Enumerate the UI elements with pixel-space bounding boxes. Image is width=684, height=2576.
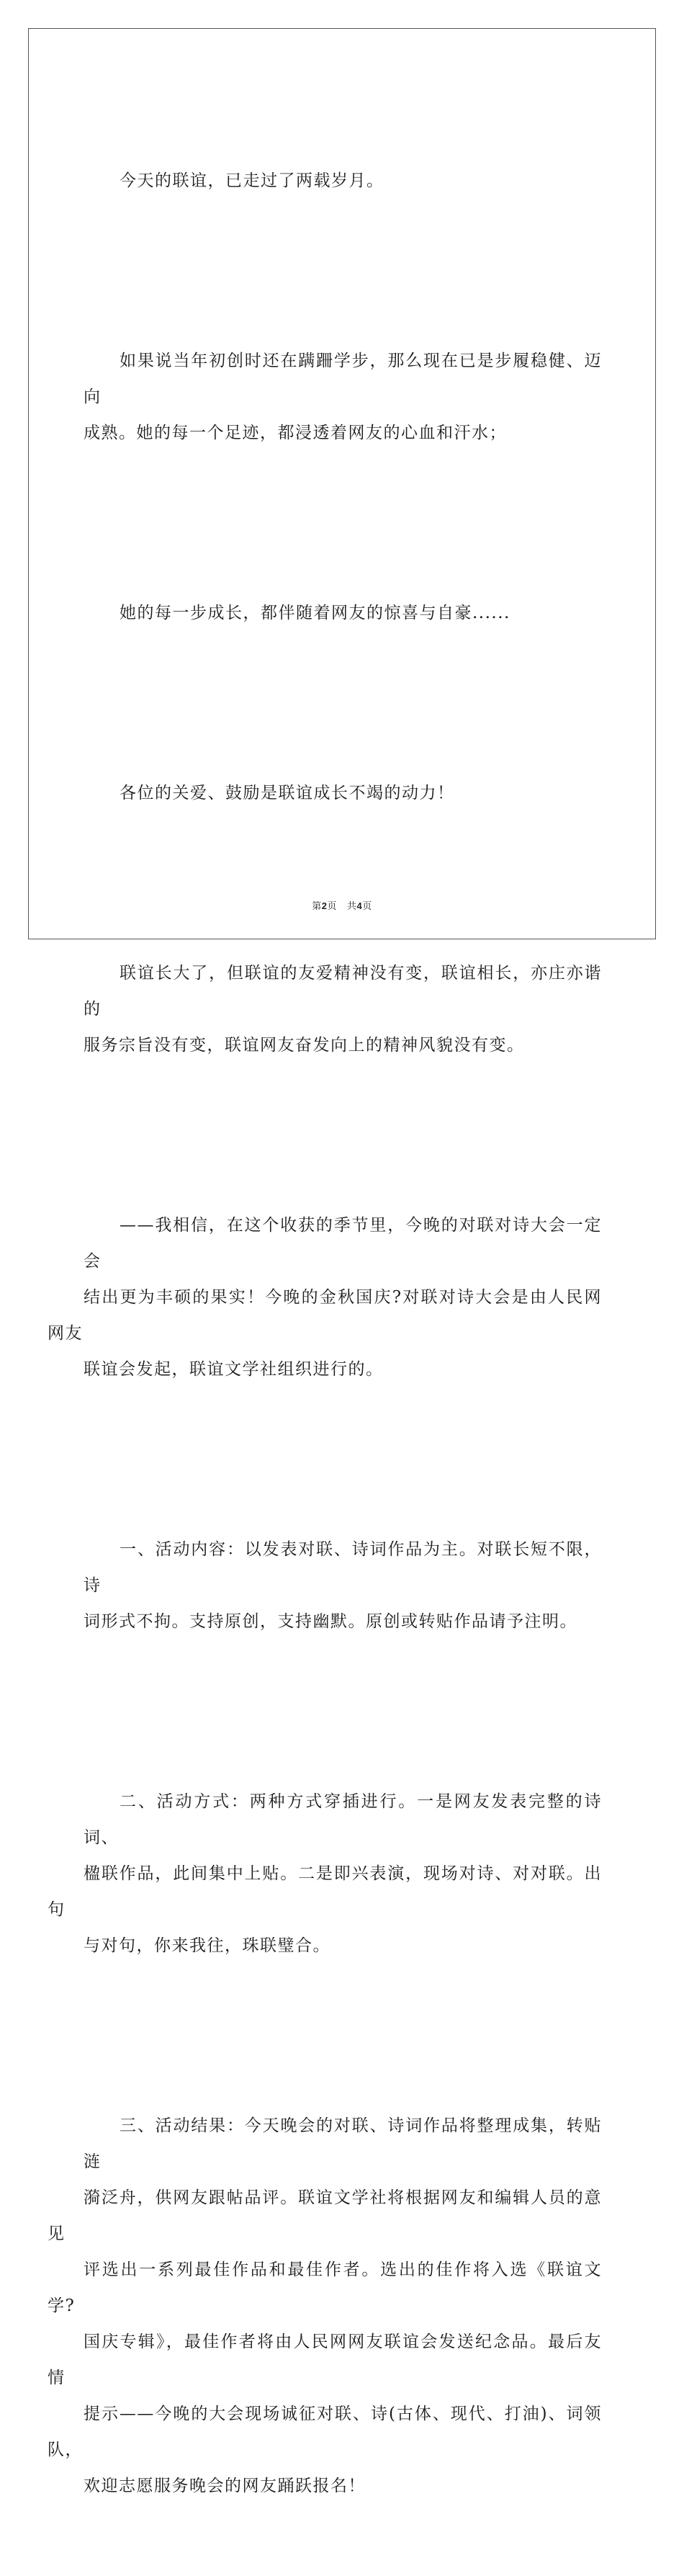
text-line: 三、活动结果：今天晚会的对联、诗词作品将整理成集，转贴涟 bbox=[84, 2116, 602, 2171]
text-line: 今天的联谊，已走过了两载岁月。 bbox=[120, 171, 384, 190]
page-number: 2 bbox=[321, 900, 328, 911]
text-line: 漪泛舟，供网友跟帖品评。联谊文学社将根据网友和编辑人员的意见 bbox=[48, 2188, 602, 2243]
text-line: 一、活动内容：以发表对联、诗词作品为主。对联长短不限，诗 bbox=[84, 1540, 602, 1595]
page-label-suffix: 页 bbox=[327, 901, 338, 912]
text-line: 她的每一步成长，都伴随着网友的惊喜与自豪...... bbox=[120, 604, 510, 622]
text-line: 联谊长大了，但联谊的友爱精神没有变，联谊相长，亦庄亦谐的 bbox=[84, 964, 602, 1019]
text-line: 二、活动方式：两种方式穿插进行。一是网友发表完整的诗词、 bbox=[84, 1792, 602, 1847]
page-footer bbox=[0, 898, 684, 912]
text-line: ——我相信，在这个收获的季节里，今晚的对联对诗大会一定会 bbox=[84, 1216, 602, 1271]
paragraph bbox=[48, 1135, 602, 1459]
paragraph bbox=[84, 91, 602, 271]
total-pages: 4 bbox=[356, 900, 363, 911]
text-line: 提示——今晚的大会现场诚征对联、诗(古体、现代、打油)、词领队， bbox=[48, 2405, 602, 2459]
paragraph bbox=[84, 1459, 602, 1712]
text-line: 联谊会发起，联谊文学社组织进行的。 bbox=[84, 1360, 384, 1379]
text-line: 欢迎志愿服务晚会的网友踊跃报名！ bbox=[84, 2477, 366, 2495]
document-body bbox=[48, 91, 602, 2576]
text-line: 国庆专辑》，最佳作者将由人民网网友联谊会发送纪念品。最后友情 bbox=[48, 2333, 602, 2387]
text-line: 评选出一系列最佳作品和最佳作者。选出的佳作将入选《联谊文学? bbox=[48, 2260, 602, 2315]
paragraph bbox=[84, 271, 602, 523]
text-line: 服务宗旨没有变，联谊网友奋发向上的精神风貌没有变。 bbox=[84, 1036, 525, 1055]
paragraph bbox=[48, 1712, 602, 2036]
total-label-suffix: 页 bbox=[362, 901, 372, 912]
paragraph bbox=[84, 883, 602, 1135]
text-line: 成熟。她的每一个足迹，都浸透着网友的心血和汗水； bbox=[84, 424, 507, 442]
text-line: 与对句，你来我往，珠联璧合。 bbox=[84, 1936, 330, 1955]
text-line: 楹联作品，此间集中上贴。二是即兴表演，现场对诗、对对联。出句 bbox=[48, 1864, 602, 1919]
text-line: 如果说当年初创时还在蹒跚学步，那么现在已是步履稳健、迈向 bbox=[84, 352, 602, 406]
text-line: 词形式不拘。支持原创，支持幽默。原创或转贴作品请予注明。 bbox=[84, 1612, 577, 1631]
paragraph bbox=[84, 703, 602, 883]
paragraph bbox=[84, 523, 602, 703]
text-line: 结出更为丰硕的果实！今晚的金秋国庆?对联对诗大会是由人民网网友 bbox=[48, 1288, 602, 1343]
total-label-prefix: 共 bbox=[346, 901, 357, 912]
page-label-prefix: 第 bbox=[312, 901, 322, 912]
text-line: 各位的关爱、鼓励是联谊成长不竭的动力！ bbox=[120, 784, 455, 802]
paragraph bbox=[48, 2036, 602, 2576]
